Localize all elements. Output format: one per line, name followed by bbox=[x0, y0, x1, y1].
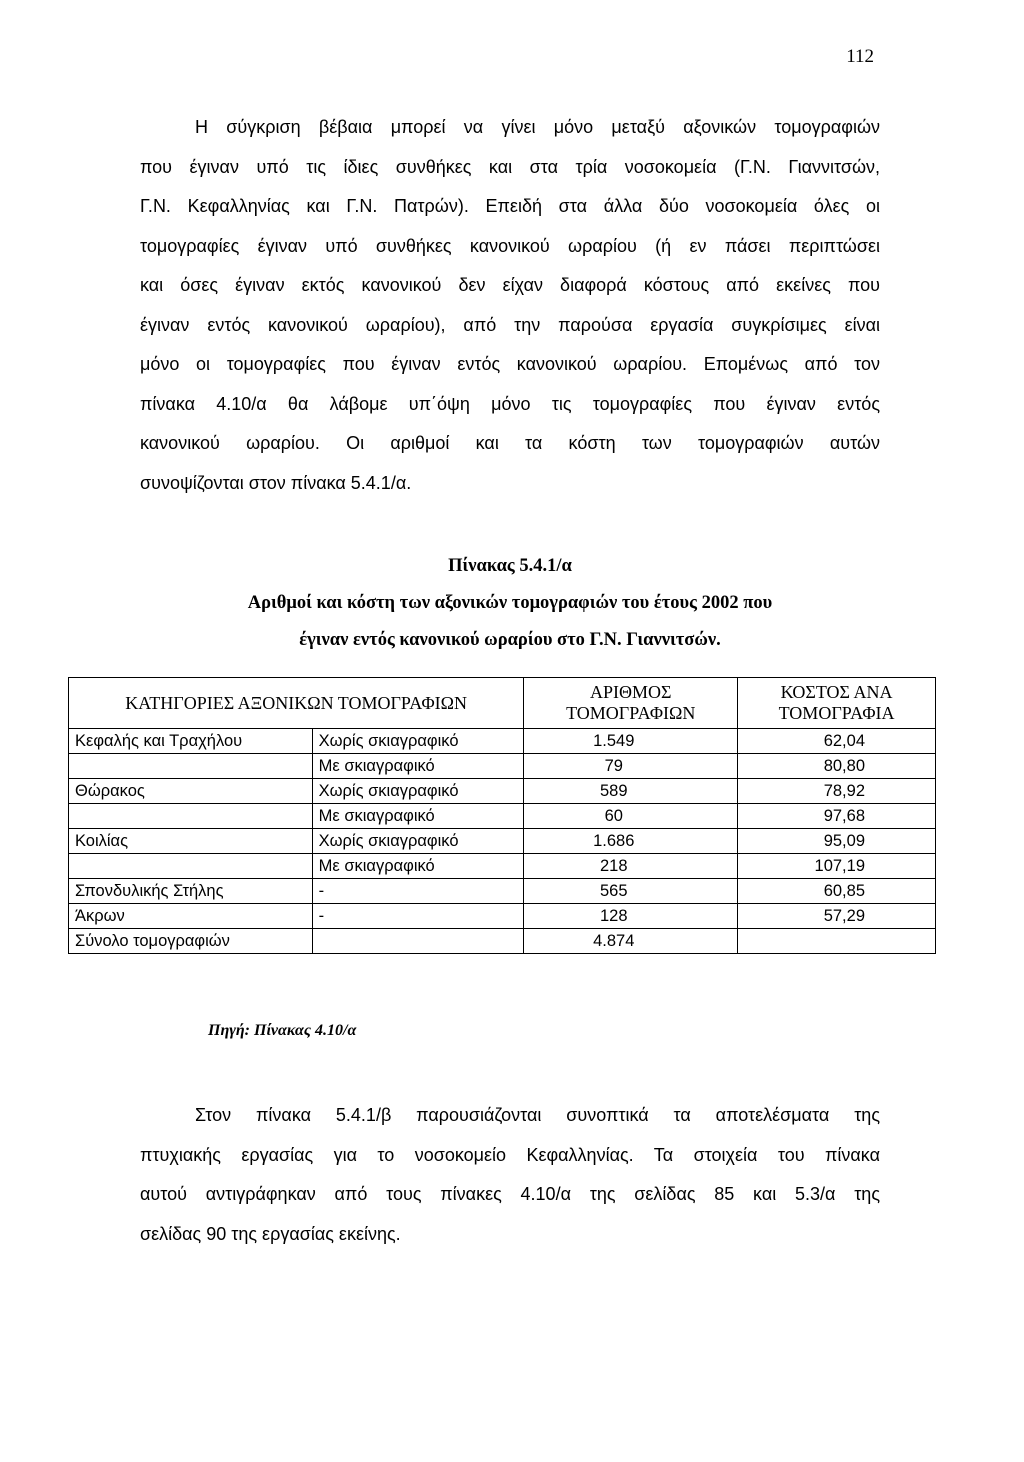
outro-line: αυτού αντιγράφηκαν από τους πίνακες 4.10/α της σελίδας 85 και 5.3/α της bbox=[140, 1184, 880, 1204]
intro-line: συνοψίζονται στον πίνακα 5.4.1/α. bbox=[140, 472, 412, 493]
table-caption bbox=[140, 548, 880, 659]
cost-cell: 107,19 bbox=[738, 854, 936, 879]
header-cost: ΚΟΣΤΟΣ ΑΝΑ ΤΟΜΟΓΡΑΦΙΑ bbox=[738, 678, 936, 729]
cost-cell: 60,85 bbox=[738, 879, 936, 904]
header-count: ΑΡΙΘΜΟΣ ΤΟΜΟΓΡΑΦΙΩΝ bbox=[524, 678, 738, 729]
intro-line: και όσες έγιναν εκτός κανονικού δεν είχαν διαφορά κόστους από εκείνες που bbox=[140, 275, 880, 295]
count-cell: 79 bbox=[524, 754, 738, 779]
intro-line: πίνακα 4.10/α θα λάβομε υπ΄όψη μόνο τις τομογραφίες που έγιναν εντός bbox=[140, 393, 880, 414]
intro-line: που έγιναν υπό τις ίδιες συνθήκες και στα τρία νοσοκομεία (Γ.Ν. Γιαννιτσών, bbox=[140, 156, 880, 177]
table-row bbox=[69, 729, 936, 754]
table-total-row bbox=[69, 929, 936, 954]
contrast-cell: - bbox=[312, 879, 524, 904]
contrast-cell: Χωρίς σκιαγραφικό bbox=[312, 779, 524, 804]
table-caption-title: Αριθμοί και κόστη των αξονικών τομογραφιών του έτους 2002 που bbox=[247, 593, 773, 613]
page-number: 112 bbox=[846, 46, 874, 67]
table-header-row bbox=[69, 678, 936, 729]
table-row bbox=[69, 879, 936, 904]
table-row bbox=[69, 854, 936, 879]
cost-cell: 97,68 bbox=[738, 804, 936, 829]
table-row bbox=[69, 904, 936, 929]
contrast-cell: Με σκιαγραφικό bbox=[312, 804, 524, 829]
table-row bbox=[69, 829, 936, 854]
intro-line: μόνο οι τομογραφίες που έγιναν εντός κανονικού ωραρίου. Επομένως από τον bbox=[140, 354, 880, 374]
outro-line: Στον πίνακα 5.4.1/β παρουσιάζονται συνοπτικά τα αποτελέσματα της bbox=[195, 1105, 880, 1125]
region-cell bbox=[69, 854, 313, 879]
outro-line: πτυχιακής εργασίας για το νοσοκομείο Κεφαλληνίας. Τα στοιχεία του πίνακα bbox=[140, 1144, 880, 1165]
table-row bbox=[69, 804, 936, 829]
contrast-cell bbox=[312, 929, 524, 954]
intro-line: τομογραφίες έγιναν υπό συνθήκες κανονικού ωραρίου (ή εν πάσει περιπτώσει bbox=[140, 235, 880, 256]
region-cell: Άκρων bbox=[69, 904, 313, 929]
cost-cell: 80,80 bbox=[738, 754, 936, 779]
contrast-cell: Χωρίς σκιαγραφικό bbox=[312, 729, 524, 754]
cost-cell: 95,09 bbox=[738, 829, 936, 854]
region-cell: Κοιλίας bbox=[69, 829, 313, 854]
region-cell: Σπονδυλικής Στήλης bbox=[69, 879, 313, 904]
contrast-cell: Με σκιαγραφικό bbox=[312, 754, 524, 779]
count-cell: 128 bbox=[524, 904, 738, 929]
outro-line: σελίδας 90 της εργασίας εκείνης. bbox=[140, 1223, 401, 1244]
contrast-cell: Με σκιαγραφικό bbox=[312, 854, 524, 879]
intro-line: Γ.Ν. Κεφαλληνίας και Γ.Ν. Πατρών). Επειδή στα άλλα δύο νοσοκομεία όλες οι bbox=[140, 196, 880, 216]
intro-paragraph bbox=[140, 108, 880, 503]
ct-scans-table bbox=[68, 677, 936, 954]
cost-cell bbox=[738, 929, 936, 954]
cost-cell: 78,92 bbox=[738, 779, 936, 804]
contrast-cell: - bbox=[312, 904, 524, 929]
table-row bbox=[69, 754, 936, 779]
table-source-note: Πηγή: Πίνακας 4.10/α bbox=[208, 1022, 357, 1039]
table-row bbox=[69, 779, 936, 804]
intro-line: έγιναν εντός κανονικού ωραρίου), από την παρούσα εργασία συγκρίσιμες είναι bbox=[140, 314, 880, 335]
total-count-cell: 4.874 bbox=[524, 929, 738, 954]
region-cell: Θώρακος bbox=[69, 779, 313, 804]
region-cell: Σύνολο τομογραφιών bbox=[69, 929, 313, 954]
cost-cell: 57,29 bbox=[738, 904, 936, 929]
region-cell: Κεφαλής και Τραχήλου bbox=[69, 729, 313, 754]
count-cell: 589 bbox=[524, 779, 738, 804]
table-caption-title-cont: έγιναν εντός κανονικού ωραρίου στο Γ.Ν. Γιαννιτσών. bbox=[299, 630, 721, 650]
cost-cell: 62,04 bbox=[738, 729, 936, 754]
region-cell bbox=[69, 754, 313, 779]
table-caption-label: Πίνακας 5.4.1/α bbox=[448, 556, 572, 576]
contrast-cell: Χωρίς σκιαγραφικό bbox=[312, 829, 524, 854]
count-cell: 1.549 bbox=[524, 729, 738, 754]
count-cell: 60 bbox=[524, 804, 738, 829]
region-cell bbox=[69, 804, 313, 829]
count-cell: 1.686 bbox=[524, 829, 738, 854]
intro-line: κανονικού ωραρίου. Οι αριθμοί και τα κόστη των τομογραφιών αυτών bbox=[140, 433, 880, 453]
count-cell: 565 bbox=[524, 879, 738, 904]
intro-line: Η σύγκριση βέβαια μπορεί να γίνει μόνο μεταξύ αξονικών τομογραφιών bbox=[195, 117, 880, 137]
outro-paragraph bbox=[140, 1096, 880, 1254]
count-cell: 218 bbox=[524, 854, 738, 879]
header-category: ΚΑΤΗΓΟΡΙΕΣ ΑΞΟΝΙΚΩΝ ΤΟΜΟΓΡΑΦΙΩΝ bbox=[69, 678, 524, 729]
